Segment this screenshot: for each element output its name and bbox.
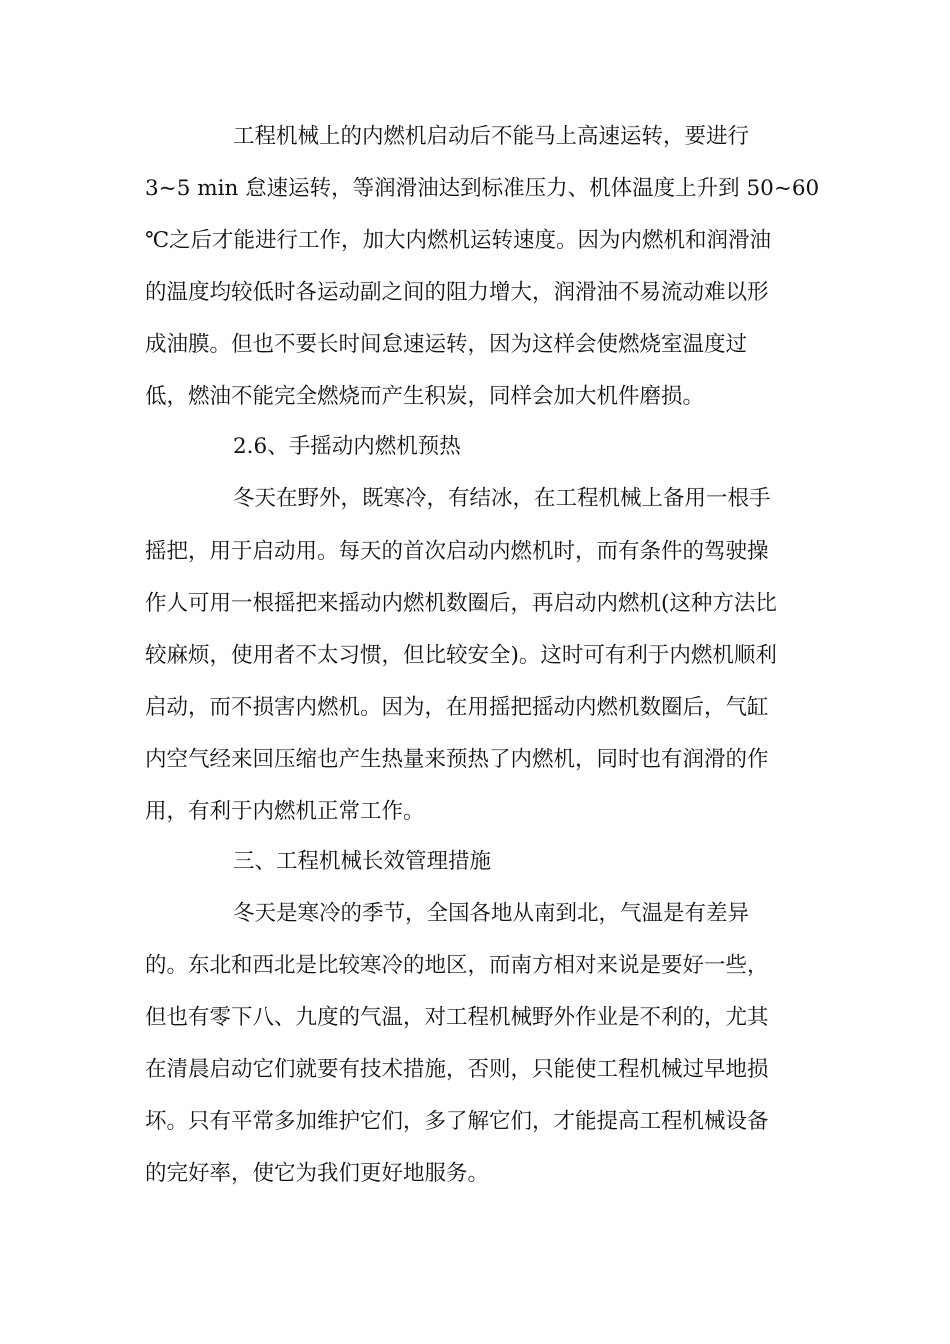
paragraph-3-line-4: 在清晨启动它们就要有技术措施，否则，只能使工程机械过早地损 (145, 1057, 769, 1082)
paragraph-3-line-3: 但也有零下八、九度的气温，对工程机械野外作业是不利的，尤其 (145, 1005, 769, 1030)
section-heading-2-6: 2.6、手摇动内燃机预热 (233, 434, 461, 459)
paragraph-1-line-2: 3~5 min 怠速运转，等润滑油达到标准压力、机体温度上升到 50~60 (145, 176, 820, 201)
paragraph-3-line-1: 冬天是寒冷的季节，全国各地从南到北，气温是有差异 (233, 901, 750, 926)
paragraph-2-line-7: 用，有利于内燃机正常工作。 (145, 799, 425, 824)
paragraph-2-line-5: 启动，而不损害内燃机。因为，在用摇把摇动内燃机数圈后，气缸 (145, 695, 769, 720)
paragraph-2-line-3: 作人可用一根摇把来摇动内燃机数圈后，再启动内燃机(这种方法比 (145, 591, 777, 616)
paragraph-2-line-6: 内空气经来回压缩也产生热量来预热了内燃机，同时也有润滑的作 (145, 747, 769, 772)
paragraph-1-line-5: 成油膜。但也不要长时间怠速运转，因为这样会使燃烧室温度过 (145, 332, 748, 357)
paragraph-1-line-3: ℃之后才能进行工作，加大内燃机运转速度。因为内燃机和润滑油 (145, 228, 772, 253)
section-heading-3: 三、工程机械长效管理措施 (233, 849, 492, 874)
paragraph-2-line-4: 较麻烦，使用者不太习惯，但比较安全)。这时可有利于内燃机顺利 (145, 643, 777, 668)
paragraph-3-line-2: 的。东北和西北是比较寒冷的地区，而南方相对来说是要好一些， (145, 953, 769, 978)
paragraph-3-line-5: 坏。只有平常多加维护它们，多了解它们，才能提高工程机械设备 (145, 1109, 769, 1134)
paragraph-1-line-6: 低，燃油不能完全燃烧而产生积炭，同样会加大机件磨损。 (145, 384, 705, 409)
paragraph-1-line-1: 工程机械上的内燃机启动后不能马上高速运转，要进行 (233, 124, 750, 149)
paragraph-3-line-6: 的完好率，使它为我们更好地服务。 (145, 1161, 490, 1186)
paragraph-1-line-4: 的温度均较低时各运动副之间的阻力增大，润滑油不易流动难以形 (145, 280, 769, 305)
paragraph-2-line-1: 冬天在野外，既寒冷，有结冰，在工程机械上备用一根手 (233, 486, 771, 511)
paragraph-2-line-2: 摇把，用于启动用。每天的首次启动内燃机时，而有条件的驾驶操 (145, 539, 769, 564)
